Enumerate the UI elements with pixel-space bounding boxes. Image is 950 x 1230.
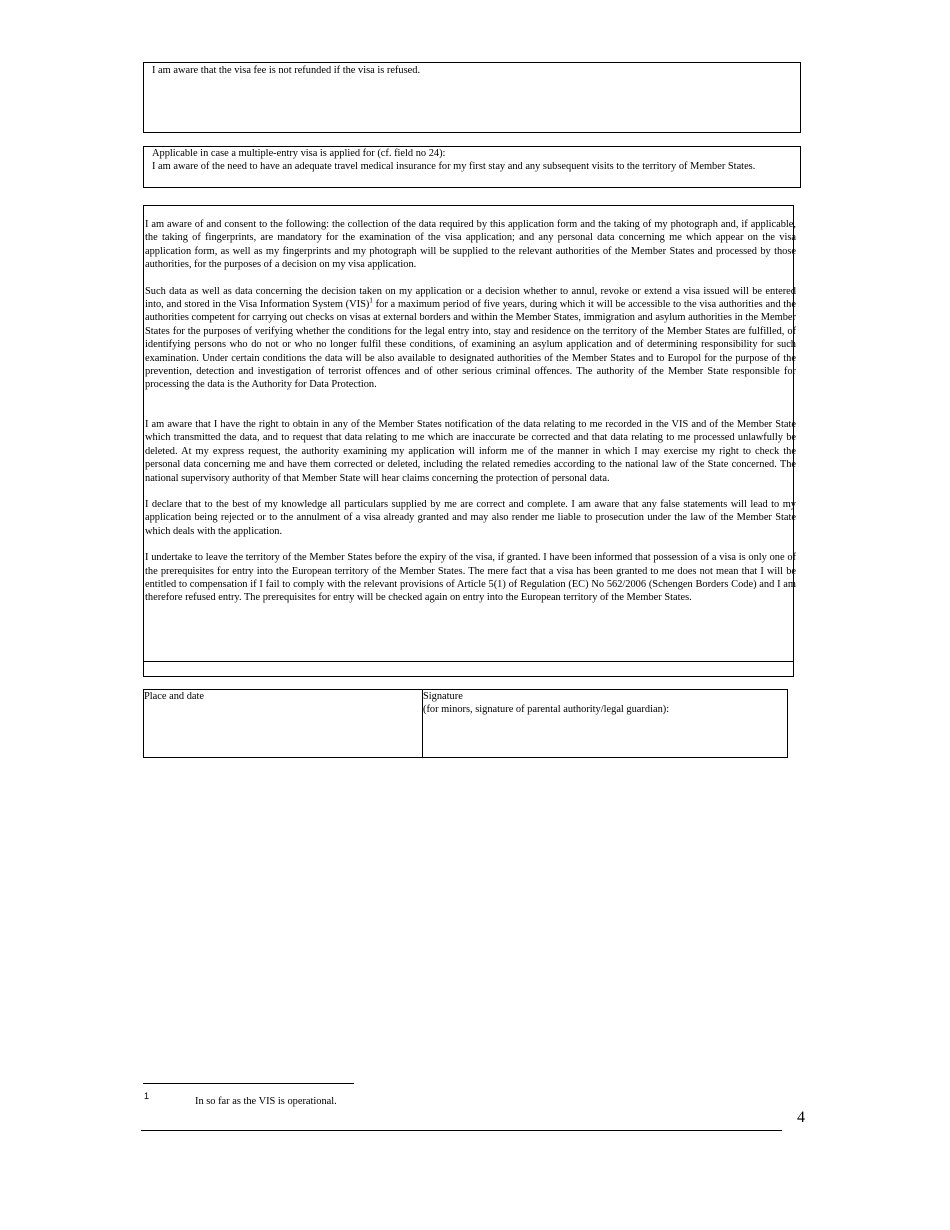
consent-paragraph-rights: I am aware that I have the right to obtain in any of the Member States notification of the data relating to me recorded in the VIS and of the Member State which transmitted the data, and to request that data relating to me which are inaccurate be corrected and that data relating to me processed unlawfully be deleted. At my express request, the authority examining my application will inform me of the manner in which I may exercise my right to check the personal data concerning me and have them corrected or deleted, including the related remedies according to the national law of the State concerned. The national supervisory authority of that Member State will hear claims concerning the protection of personal data.: [145, 418, 796, 484]
place-date-label: Place and date: [144, 691, 205, 702]
signature-cell[interactable]: [423, 690, 787, 757]
page-footer-rule: [141, 1130, 782, 1131]
consent-paragraph-data-collection: I am aware of and consent to the following: the collection of the data required by this application form and the taking of my photograph and, if applicable, the taking of fingerprints, are mandatory for the examination of the visa application; and any personal data concerning me which appear on the visa application form, as well as my fingerprints and my photograph will be supplied to the relevant authorities of the Member States and processed by those authorities, for the purposes of a decision on my visa application.: [145, 219, 796, 271]
consent-paragraph-undertaking: I undertake to leave the territory of the Member States before the expiry of the visa, if granted. I have been informed that possession of a visa is only one of the prerequisites for entry into the European territory of the Member States. The mere fact that a visa has been granted to me does not mean that I will be entitled to compensation if I fail to comply with the relevant provisions of Article 5(1) of Regulation (EC) No 562/2006 (Schengen Borders Code) and I am therefore refused entry. The prerequisites for entry will be checked again on entry into the European territory of the Member States.: [145, 552, 796, 604]
consent-box-divider: [143, 661, 794, 662]
consent-box: [143, 205, 794, 677]
vis-storage-text-a: Such data as well as data concerning the decision taken on my application or a decision whether to annul, revoke or extend a visa issued will be entered into, and stored in the Visa Information System (VIS): [145, 285, 796, 311]
place-date-cell[interactable]: [144, 690, 423, 757]
page-number: 4: [797, 1109, 805, 1126]
consent-paragraph-declaration: I declare that to the best of my knowledge all particulars supplied by me are correct and complete. I am aware that any false statements will lead to my application being rejected or to the annulment of a visa already granted and may also render me liable to prosecution under the law of the Member State which deals with the application.: [145, 498, 796, 537]
visa-fee-box: [143, 62, 801, 133]
footnote-text: In so far as the VIS is operational.: [195, 1096, 337, 1107]
signature-row: [143, 689, 788, 758]
consent-paragraph-vis-storage: [145, 285, 796, 392]
footnote-reference: 1: [369, 296, 373, 305]
insurance-box: [143, 146, 801, 188]
footnote-number: 1: [144, 1091, 150, 1101]
consent-text: [145, 218, 796, 605]
insurance-line1: Applicable in case a multiple-entry visa is applied for (cf. field no 24):: [152, 148, 446, 159]
vis-storage-text-b: for a maximum period of five years, during which it will be accessible to the visa authorities and the authorities competent for carrying out checks on visas at external borders and within the Member States, immigration and asylum authorities in the Member States for the purposes of verifying whether the conditions for the legal entry into, stay and residence on the territory of the Member States are fulfilled, of identifying persons who do not or who no longer fulfil these conditions, of examining an asylum application and of determining responsibility for such examination. Under certain conditions the data will be also available to designated authorities of the Member States and to Europol for the purpose of the prevention, detection and investigation of terrorist offences and of other serious criminal offences. The authority of the Member State responsible for processing the data is the Authority for Data Protection.: [145, 299, 796, 391]
footnote-separator: [143, 1083, 354, 1084]
insurance-line2: I am aware of the need to have an adequate travel medical insurance for my first stay and any subsequent visits to the territory of Member States.: [152, 161, 756, 173]
signature-label: Signature: [423, 691, 463, 702]
signature-sub-label: (for minors, signature of parental authority/legal guardian):: [423, 704, 670, 716]
visa-fee-text: I am aware that the visa fee is not refunded if the visa is refused.: [152, 65, 421, 76]
